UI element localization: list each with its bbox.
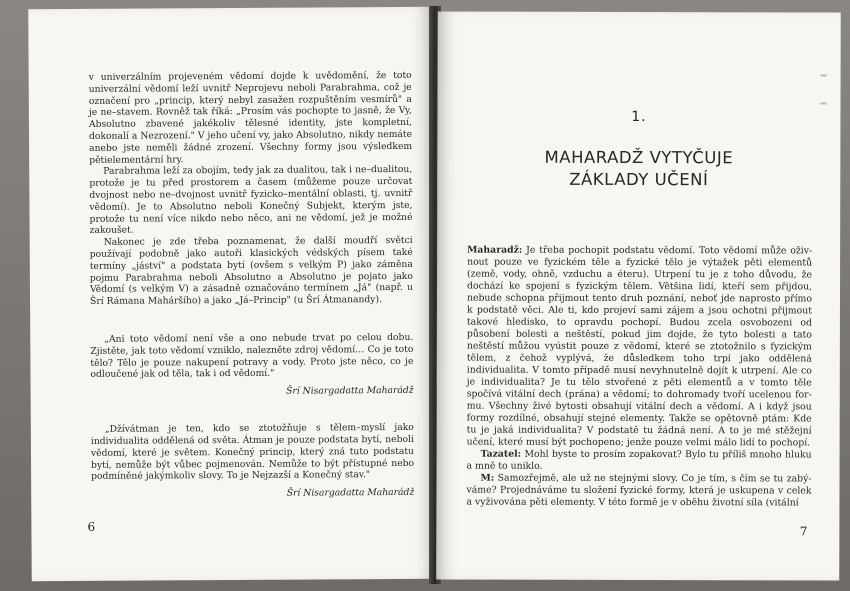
- left-paragraph-2: Parabrahma leží za obojím, tedy jak za dualitou, tak i ne–dualitou, protože je tu před prostorem a časem (můžeme pouze určovat dvojnost nebo ne–dvojnost uvnitř fyzicko–mentální oblasti, tj. uvnitř vědomí). Je to Absolutno neboli Konečný Subjekt, kterým jste, protože tu není více nikdo nebo něco, ani ne vědomí, jež je možné zakoušet.: [89, 164, 413, 237]
- chapter-title-line-1: MAHARADŽ VYTYČUJE: [544, 147, 734, 168]
- dialogue-paragraph-3: [466, 473, 811, 510]
- chapter-title-line-2: ZÁKLADY UČENÍ: [569, 169, 709, 190]
- dialogue-text-2: Mohl byste to prosím zopakovat? Bylo tu příliš mnoho hluku a mně to uniklo.: [466, 448, 812, 472]
- speaker-m: M:: [480, 472, 495, 484]
- left-page: [28, 7, 434, 581]
- chapter-number: 1.: [631, 108, 647, 126]
- chapter-title: [497, 147, 780, 192]
- left-signature-2: Šrí Nisargadatta Maharádž: [286, 486, 415, 499]
- margin-mark: [821, 102, 827, 104]
- margin-mark: [821, 74, 827, 76]
- right-page-number: 7: [799, 524, 808, 539]
- right-page: [436, 11, 840, 580]
- dialogue-paragraph-1: [467, 245, 813, 450]
- left-signature-1: Šrí Nisargadatta Maharádž: [286, 385, 414, 397]
- dialogue-text-1: Je třeba pochopit podstatu vědomí. Toto vědomí může oživnout pouze ve fyzickém těle a fyzické tělo je výtažek pěti elementů (země, vody, ohně, vzduchu a éteru). Utrpení tu je z toho důvodu, že dochází ke spojení s fyzickým tělem. Většina lidí, kteří sem přijdou, nebude schopna přijmout tento druh poznání, neboť jde naprosto přímo k podstatě věci. Ale ti, kdo projeví sami zájem a jsou ochotni přijmout takové hledisko, to opravdu pochopí. Budou zcela osvobozeni od působení bolesti a neštěstí, pokud jim dojde, že tyto bolesti a tato neštěstí můžou vyústit pouze z vědomí, které se ztotožnilo s fyzickým tělem, z čehož vyplývá, že důsledkem toho trpí jako oddělená individualita. V tomto případě musí nevyhnutelně dojít k utrpení. Ale co je individualita? Je tu tělo stvořené z pěti elementů a v tomto těle spočívá vitální dech (prána) a vědomí; to dohromady tvoří ucelenou formu. Všechny živé bytosti obsahují vitální dech a vědomí. A i když jsou formy rozdílné, obsahují stejné elementy. Takže se opětovně ptám: Kde tu je jaká individualita? V podstatě tu žádná není. A to je mé stěžejní učení, které musí být pochopeno; jenže pouze velmi málo lidí to pochopí.: [466, 244, 813, 449]
- left-paragraph-1: v univerzálním projeveném vědomí dojde k uvědomění, že toto univerzální vědomí leží uvnitř Neprojevu neboli Parabrahma, což je označení pro „princip, který nebyl zasažen rozpuštěním vesmírů" a je ne–stavem. Rovněž tak říká: „Prosím vás pochopte to jasně, že Vy, Absolutno zbavené jakékoliv tělesné identity, jste kompletní, dokonalí a Nezrození." V jeho učení vy, jako Absolutno, nikdy nemáte anebo jste neměli žádné zrození. Všechny formy jsou výsledkem pětielementární hry.: [88, 69, 413, 166]
- left-quote-1: „Ani toto vědomí není vše a ono nebude trvat po celou dobu. Zjistěte, jak toto vědomí vzniklo, nalezněte zdroj vědomí… Co je toto tělo? Tělo je pouze nakupení potravy a vody. Proto jste něco, co je odloučené jak od těla, tak i od vědomí.": [90, 331, 414, 381]
- left-quote-2: „Džívátman je ten, kdo se ztotožňuje s tělem–myslí jako individualita oddělená od světa. Átman je pouze podstata bytí, neboli vědomí, které je světem. Konečný princip, který zná tuto podstatu bytí, nemůže být vůbec pojmenován. Nemůže to být přístupné nebo podmíněné jakýmkoliv slovy. To je Nejzazší a Konečný stav.": [90, 422, 415, 483]
- speaker-maharadz: Maharadž:: [467, 244, 523, 256]
- dialogue-paragraph-2: [467, 449, 812, 474]
- speaker-tazatel: Tazatel:: [480, 448, 522, 460]
- left-text-column: [89, 70, 415, 500]
- right-text-column: [466, 245, 812, 510]
- left-page-number: 6: [87, 519, 96, 534]
- dialogue-text-3: Samozřejmě, ale už ne stejnými slovy. Co je tím, s čím se tu zabýváme? Projednáváme tu složení fyzické formy, která je uskupena v celek a vyživována pěti elementy. V této formě je v oběhu životní síla (vitální: [466, 472, 812, 509]
- left-paragraph-3: Nakonec je zde třeba poznamenat, že další moudří světci používají podobně jako autoři klasických védských písem také termíny „jáství" a podstata bytí (ovšem s velkým P) jako záměna pojmu Parabrahma neboli Absolutno a Absolutno je pojato jako Vědomí (s velkým V) a zásadně označováno termínem „Já" (např. u Šrí Rámana Maháršího) a jako „Já–Princip" (u Šrí Átmanandy).: [89, 235, 413, 308]
